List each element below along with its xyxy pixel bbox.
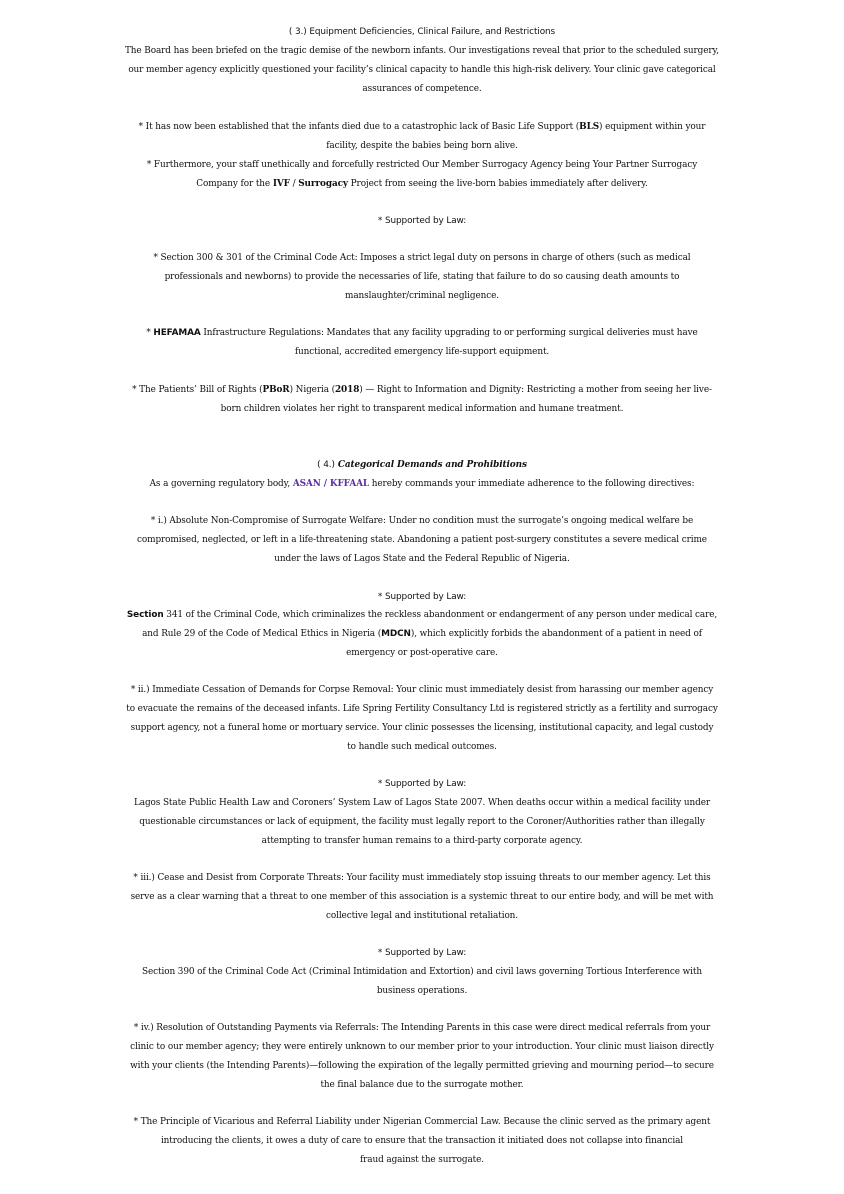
text-run: hereby commands your immediate adherence to the following directives: [369,479,695,489]
supported-by-law-label: * Supported by Law: [377,592,467,602]
text-run: Project from seeing the live-born babies immediately after delivery. [347,179,648,189]
text-run: * The Patients’ Bill of Rights ( [132,385,263,395]
directive-2-line: to evacuate the remains of the deceased infants. Life Spring Fertility Consultancy Ltd is registered strictly as a fertility and surrogacy [126,704,718,714]
text-run: ) equipment within your [599,122,706,132]
directive-3-line: serve as a clear warning that a threat to one member of this association is a systemic threat to our entire body, and will be met with [130,892,714,902]
s4-law-3-line: business operations. [376,986,468,996]
directive-3-line: collective legal and institutional retaliation. [325,911,519,921]
s3-law-3-line [0,381,844,400]
pbor-term: PBoR [262,385,290,395]
s4-law-1-line: emergency or post-operative care. [346,648,498,658]
directive-1-line: compromised, neglected, or left in a life-threatening state. Abandoning a patient post-surgery constitutes a severe medical crime [137,535,707,545]
supported-by-law-label: * Supported by Law: [377,779,467,789]
hefamaa-term: HEFAMAA [153,328,201,338]
s3-bullet-1-line [0,118,844,137]
mdcn-term: MDCN [381,629,411,639]
text-run: and Rule 29 of the Code of Medical Ethics in Nigeria ( [142,629,382,639]
text-run: ), which explicitly forbids the abandonment of a patient in need of [410,629,702,639]
s4-law-4-line: fraud against the surrogate. [359,1155,485,1165]
year-2018: 2018 [334,385,360,395]
s3-law-2-line [0,324,844,343]
org-name: ASAN / KFFAAL [292,479,370,489]
surrogacy-term: Surrogacy [298,179,348,189]
text-run: Infrastructure Regulations: Mandates that any facility upgrading to or performing surgical deliveries must have [200,328,698,338]
directive-4-line: the final balance due to the surrogate mother. [320,1080,524,1090]
s3-law-1-line: manslaughter/criminal negligence. [345,291,499,301]
text-run: * It has now been established that the infants died due to a catastrophic lack of Basic Life Support ( [138,122,580,132]
s3-law-3-line: born children violates her right to transparent medical information and humane treatment. [220,404,624,414]
text-run: * [146,328,154,338]
s3-bullet-2-line: * Furthermore, your staff unethically and forcefully restricted Our Member Surrogacy Agency being Your Partner Surrogacy [146,160,698,170]
text-run: ) — Right to Information and Dignity: Restricting a mother from seeing her live- [359,385,712,395]
text-run: / [289,179,299,189]
text-run: ) Nigeria ( [289,385,335,395]
s4-law-1-line [0,625,844,644]
supported-by-law-label: * Supported by Law: [377,948,467,958]
text-run: 341 of the Criminal Code, which criminalizes the reckless abandonment or endangerment of any person under medical care, [163,610,718,620]
s4-law-1-line [0,606,844,625]
s3-paragraph-line: The Board has been briefed on the tragic demise of the newborn infants. Our investigations reveal that prior to the scheduled surgery, [124,46,720,56]
directive-4-line: * iv.) Resolution of Outstanding Payments via Referrals: The Intending Parents in this case were direct medical referrals from your [133,1023,711,1033]
s4-law-2-line: questionable circumstances or lack of equipment, the facility must legally report to the Coroner/Authorities rather than illegally [139,817,705,827]
s3-paragraph-line: assurances of competence. [362,84,482,94]
directive-1-line: * i.) Absolute Non-Compromise of Surrogate Welfare: Under no condition must the surrogate’s ongoing medical welfare be [150,516,694,526]
bls-abbrev: BLS [579,122,600,132]
directive-1-line: under the laws of Lagos State and the Federal Republic of Nigeria. [274,554,570,564]
ivf-term: IVF [272,179,290,189]
s3-law-1-line: * Section 300 & 301 of the Criminal Code Act: Imposes a strict legal duty on persons in charge of others (such as medical [153,253,691,263]
section-term: Section [126,610,164,620]
s4-law-4-line: * The Principle of Vicarious and Referral Liability under Nigerian Commercial Law. Because the clinic served as the primary agent [133,1117,711,1127]
section-3-title: Equipment Deficiencies, Clinical Failure, and Restrictions [306,27,556,37]
s3-law-1-line: professionals and newborns) to provide the necessaries of life, stating that failure to do so causing death amounts to [164,272,680,282]
s4-law-4-line: introducing the clients, it owes a duty of care to ensure that the transaction it initiated does not collapse into financial [160,1136,684,1146]
section-4-number: ( 4.) [317,460,335,470]
directive-2-line: to handle such medical outcomes. [347,742,497,752]
s4-intro-line [0,475,844,494]
supported-by-law-label: * Supported by Law: [377,216,467,226]
directive-2-line: * ii.) Immediate Cessation of Demands for Corpse Removal: Your clinic must immediately desist from harassing our member agency [130,685,714,695]
section-3-heading [0,23,844,42]
text-run: Company for the [196,179,273,189]
s4-law-2-line: Lagos State Public Health Law and Coroners’ System Law of Lagos State 2007. When deaths occur within a medical facility under [133,798,711,808]
directive-2-line: support agency, not a funeral home or mortuary service. Your clinic possesses the licensing, institutional capacity, and legal custody [130,723,714,733]
section-3-number: ( 3.) [288,27,307,37]
directive-4-line: with your clients (the Intending Parents)—following the expiration of the legally permitted grieving and mourning period—to secure [130,1061,714,1071]
s3-bullet-1-line: facility, despite the babies being born alive. [326,141,518,151]
section-4-title: Categorical Demands and Prohibitions [334,460,527,470]
s4-law-2-line: attempting to transfer human remains to a third-party corporate agency. [261,836,583,846]
s3-paragraph-line: our member agency explicitly questioned your facility’s clinical capacity to handle this high-risk delivery. Your clinic gave categorical [128,65,716,75]
s3-law-2-line: functional, accredited emergency life-support equipment. [294,347,550,357]
s4-law-3-line: Section 390 of the Criminal Code Act (Criminal Intimidation and Extortion) and civil laws governing Tortious Interference with [142,967,702,977]
s3-bullet-2-line [0,175,844,194]
text-run: As a governing regulatory body, [149,479,293,489]
section-4-heading [0,456,844,475]
directive-4-line: clinic to our member agency; they were entirely unknown to our member prior to your introduction. Your clinic must liaison directly [130,1042,714,1052]
directive-3-line: * iii.) Cease and Desist from Corporate Threats: Your facility must immediately stop issuing threats to our member agency. Let this [133,873,711,883]
